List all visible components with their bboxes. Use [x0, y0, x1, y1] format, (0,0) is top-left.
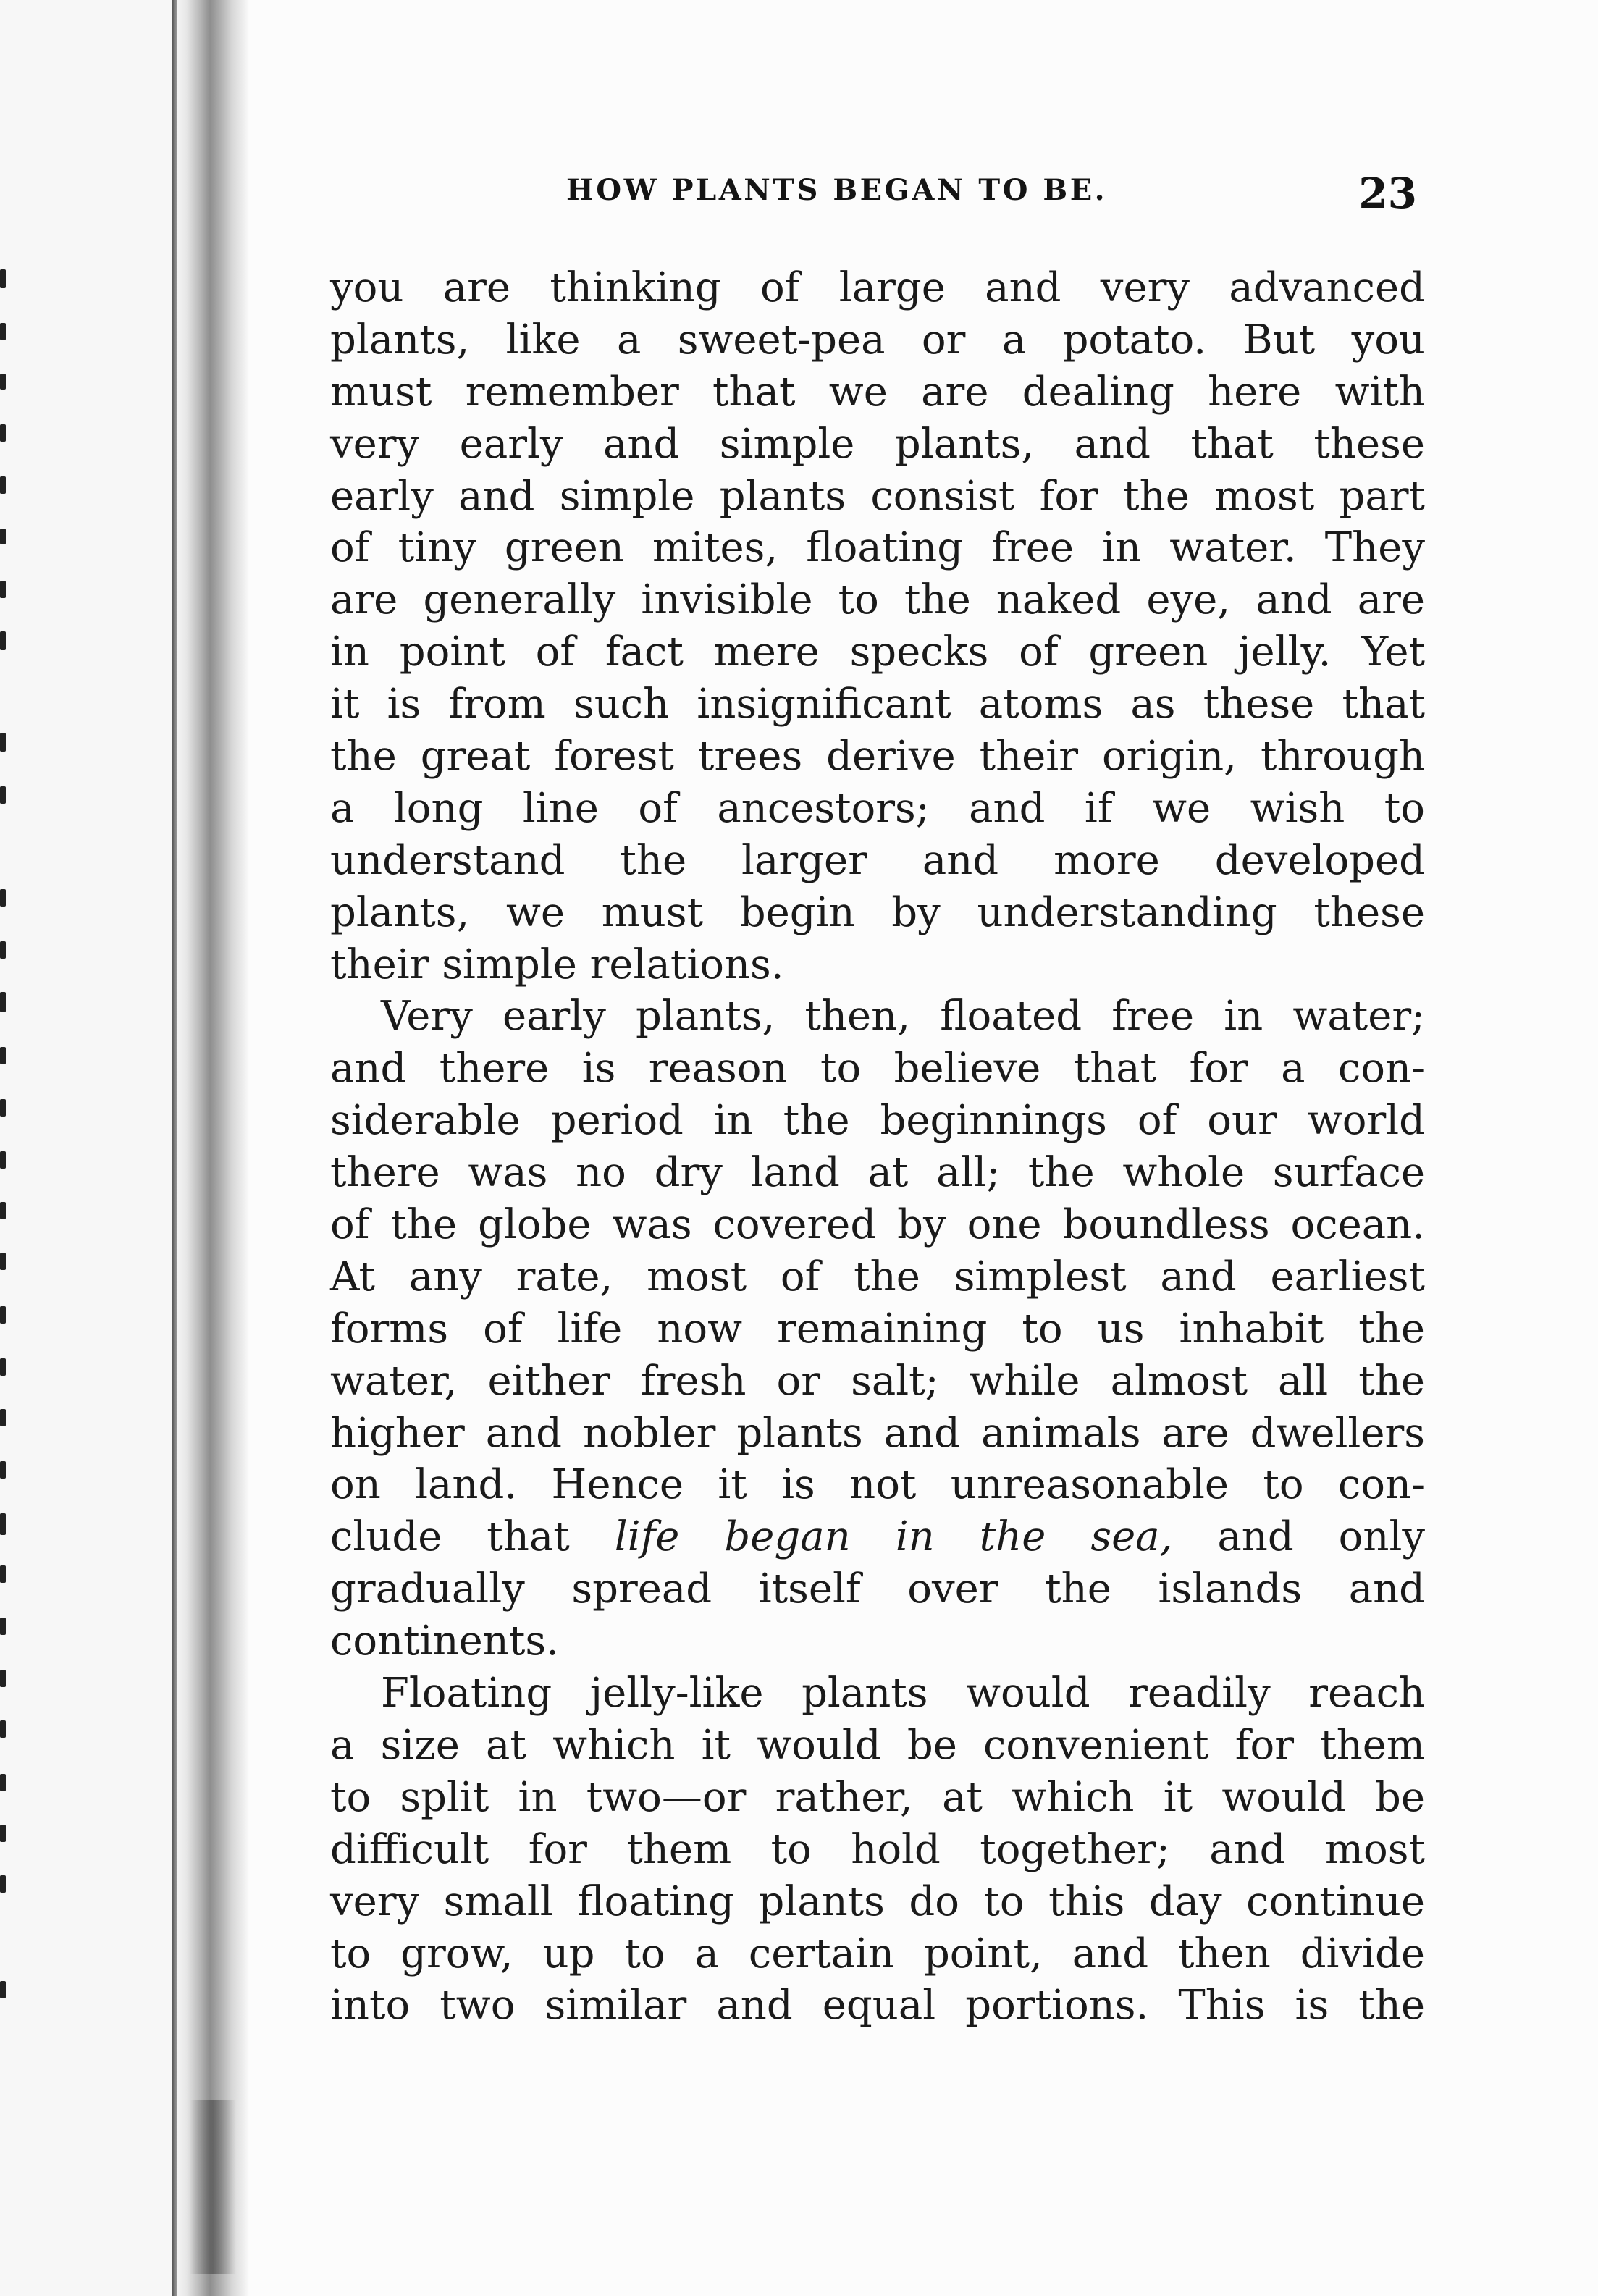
bleed-mark [0, 889, 6, 907]
text-line: plants, like a sweet-pea or a potato. But you [330, 316, 1425, 363]
text-line: Floating jelly-like plants would readily reach [381, 1670, 1425, 1717]
bleed-mark [0, 1618, 6, 1635]
bleed-mark [0, 1151, 6, 1169]
text-line: very small floating plants do to this day continue [330, 1877, 1425, 1925]
text-line: early and simple plants consist for the most part [330, 472, 1425, 520]
text-line: in point of fact mere specks of green jelly. Yet [330, 628, 1425, 676]
text-line: understand the larger and more developed [330, 836, 1425, 884]
text-line: plants, we must begin by understanding these [330, 888, 1425, 936]
bleed-mark [0, 581, 6, 598]
text-line: the great forest trees derive their origin, through [330, 733, 1425, 781]
bleed-mark [0, 476, 6, 494]
bleed-mark [0, 1565, 6, 1583]
bleed-mark [0, 1253, 6, 1270]
text-line: on land. Hence it is not unreasonable to con- [330, 1461, 1425, 1509]
text-line: difficult for them to hold together; and most [330, 1825, 1425, 1873]
text-line: to split in two—or rather, at which it would be [330, 1773, 1425, 1821]
bleed-mark [0, 323, 6, 340]
line-text-after: and only [1172, 1513, 1425, 1561]
bleed-mark [0, 941, 6, 959]
bleed-mark [0, 1875, 6, 1893]
bleed-mark [0, 374, 6, 390]
text-line: into two similar and equal portions. This is the [330, 1982, 1425, 2030]
bleed-mark [0, 1774, 6, 1791]
text-line: must remember that we are dealing here with [330, 368, 1425, 416]
italic-phrase: life began in the sea, [614, 1513, 1173, 1561]
text-line: gradually spread itself over the islands and [330, 1565, 1425, 1613]
text-line: higher and nobler plants and animals are dwellers [330, 1409, 1425, 1457]
running-head [566, 169, 1417, 218]
text-line: you are thinking of large and very advanced [330, 264, 1425, 311]
text-line: of the globe was covered by one boundless ocean. [330, 1201, 1425, 1249]
text-line: it is from such insignificant atoms as these that [330, 681, 1425, 728]
bleed-mark [0, 1099, 6, 1117]
line-text-before: clude that [330, 1513, 615, 1561]
text-line: there was no dry land at all; the whole surface [330, 1149, 1425, 1197]
bleed-mark [0, 786, 6, 804]
bleed-mark [0, 992, 6, 1012]
text-line: very early and simple plants, and that these [330, 420, 1425, 468]
text-line: their simple relations. [330, 941, 784, 988]
text-line: and there is reason to believe that for a con- [330, 1045, 1425, 1093]
bleed-mark [0, 1720, 6, 1738]
text-line-italic-phrase [330, 1511, 1425, 1563]
text-line: forms of life now remaining to us inhabit the [330, 1305, 1425, 1353]
bleed-mark [0, 1825, 6, 1842]
bleed-mark [0, 1358, 6, 1376]
bleed-mark [0, 1047, 6, 1064]
bleed-mark [0, 1513, 6, 1535]
text-line: continents. [330, 1618, 559, 1665]
bleed-mark [0, 1461, 6, 1479]
body-text [330, 262, 1425, 2032]
text-line: Very early plants, then, floated free in water; [381, 993, 1425, 1040]
text-line: water, either fresh or salt; while almost all the [330, 1357, 1425, 1405]
bleed-mark [0, 1409, 6, 1426]
bleed-mark [0, 1306, 6, 1324]
text-line: to grow, up to a certain point, and then divide [330, 1930, 1425, 1977]
gutter-shadow-dark [190, 2100, 236, 2274]
bleed-mark [0, 1202, 6, 1219]
text-line: a size at which it would be convenient for them [330, 1721, 1425, 1769]
text-line: are generally invisible to the naked eye, and are [330, 576, 1425, 624]
bleed-mark [0, 1670, 6, 1687]
text-line: of tiny green mites, floating free in water. They [330, 524, 1425, 572]
bleed-mark [0, 733, 6, 752]
bleed-mark [0, 631, 6, 650]
bleed-mark [0, 1981, 6, 1998]
gutter-shadow [177, 0, 249, 2296]
running-title: HOW PLANTS BEGAN TO BE. [566, 173, 1108, 207]
text-line: At any rate, most of the simplest and earliest [330, 1253, 1425, 1300]
text-line: siderable period in the beginnings of our world [330, 1097, 1425, 1145]
page-number: 23 [1358, 169, 1417, 218]
bleed-mark [0, 529, 6, 544]
bleed-mark [0, 269, 6, 288]
facing-page-edge [0, 0, 174, 2296]
bleed-mark [0, 424, 6, 442]
text-line: a long line of ancestors; and if we wish to [330, 784, 1425, 832]
